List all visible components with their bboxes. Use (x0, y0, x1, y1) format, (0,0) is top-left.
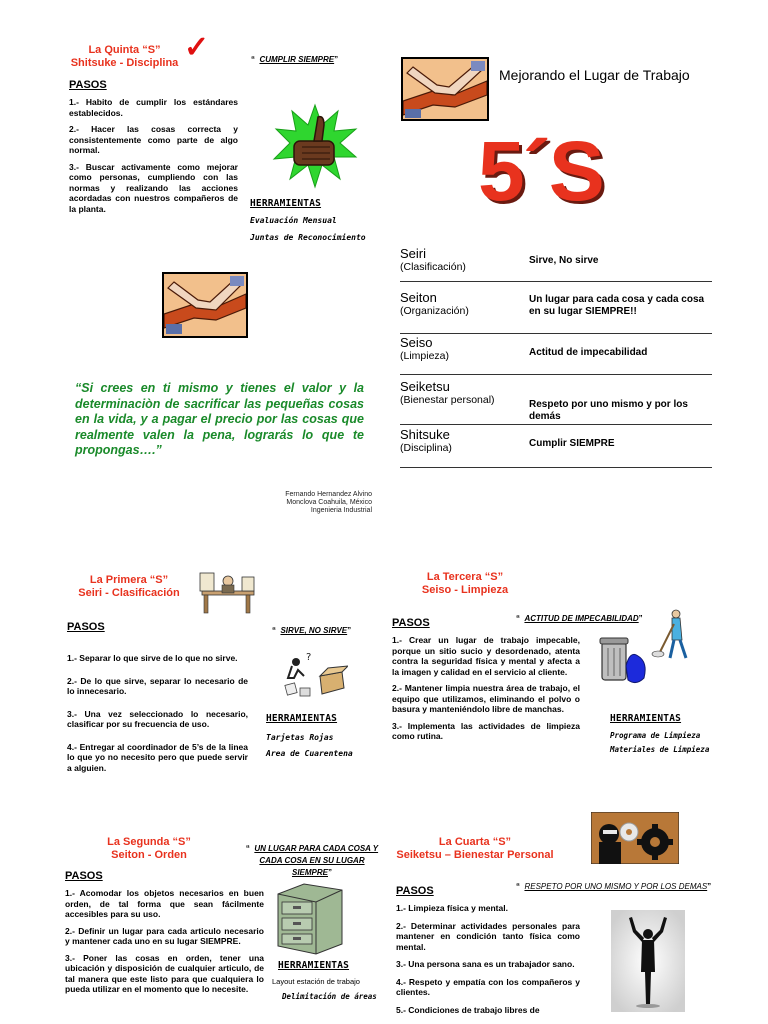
row-desc: Actitud de impecabilidad (529, 347, 648, 358)
row-desc: Cumplir SIEMPRE (529, 438, 615, 449)
cuarta-title-line2: Seiketsu – Bienestar Personal (396, 849, 554, 861)
desk-worker-icon (198, 571, 258, 615)
table-row (400, 379, 712, 425)
segunda-title (98, 836, 200, 862)
list-item: Juntas de Reconocimiento (250, 233, 366, 242)
row-name: Seiketsu (400, 379, 450, 394)
primera-quote (272, 620, 351, 638)
primera-steps (67, 653, 248, 779)
quinta-tools (250, 214, 380, 245)
list-item: 2.- Definir un lugar para cada articulo necesario y mantener cada uno en su lugar SIEMPRE. (65, 925, 264, 946)
thumbs-up-icon (272, 103, 358, 189)
list-item: 5.- Condiciones de trabajo libres de (396, 1004, 540, 1015)
quote-open: “ (272, 626, 276, 635)
tercera-herramientas-heading: HERRAMIENTAS (610, 713, 682, 724)
table-row (400, 427, 712, 468)
segunda-title-line2: Seiton - Orden (111, 849, 187, 861)
cuarta-pasos-heading: PASOS (396, 885, 434, 897)
segunda-steps (65, 888, 264, 1001)
author-location: Monclova Coahuila, México (286, 499, 372, 506)
tercera-title-line2: Seiso - Limpieza (421, 584, 509, 596)
svg-text:?: ? (306, 652, 312, 663)
handshake-image (162, 272, 248, 338)
list-item: 4.- Respeto y empatía con los compañeros y clientes. (396, 976, 580, 997)
cover-heading: Mejorando el Lugar de Trabajo (499, 67, 690, 83)
list-item: 1.- Crear un lugar de trabajo impecable, porque un sitio sucio y desordenado, atenta contra la seguridad física y mental y afecta a la imagen y calidad en el servicio al cliente. (392, 635, 580, 677)
cuarta-title-line1: La Cuarta “S” (438, 836, 512, 848)
table-row (400, 335, 712, 375)
quote-text: RESPETO POR UNO MISMO Y POR LOS DEMAS (524, 882, 708, 891)
filing-cabinet-icon (276, 880, 344, 956)
table-row (400, 246, 712, 282)
person-arms-raised-image (611, 910, 685, 1012)
quote-close: ” (328, 868, 332, 877)
author-name: Fernando Hernandez Alvino (285, 491, 372, 498)
list-item: 3.- Una persona sana es un trabajador sano. (396, 959, 575, 969)
tercera-pasos-heading: PASOS (392, 617, 430, 629)
author-credit (230, 491, 372, 515)
table-row (400, 290, 712, 334)
quote-open: “ (251, 55, 255, 64)
quinta-title-line2: Shitsuke - Disciplina (70, 57, 179, 69)
list-item: Programa de Limpieza (610, 731, 701, 740)
quote-open: “ (516, 614, 520, 623)
primera-title-line2: Seiri - Clasificación (78, 587, 180, 599)
list-item: Area de Cuarentena (266, 749, 353, 758)
quote-text: CUMPLIR SIEMPRE (259, 55, 335, 64)
cover-big-title: 5´S (478, 124, 603, 218)
quinta-herramientas-heading: HERRAMIENTAS (250, 198, 322, 209)
row-sub: (Organización) (400, 305, 469, 317)
row-desc: Sirve, No sirve (529, 255, 599, 266)
list-item: 2.- Hacer las cosas correcta y consistentemente como parte de algo normal. (69, 124, 238, 155)
list-item: 2.- De lo que sirve, separar lo necesario de lo innecesario. (67, 675, 248, 696)
list-item: Evaluación Mensual (250, 216, 337, 225)
quinta-steps (69, 97, 238, 220)
quote-close: ” (638, 614, 643, 623)
row-sub: (Bienestar personal) (400, 394, 495, 406)
row-name: Shitsuke (400, 427, 450, 442)
list-item: 3.- Una vez seleccionado lo necesario, clasificar por su frecuencia de uso. (67, 708, 248, 729)
list-item: 2.- Determinar actividades personales para mantener en condición tanto física como mental. (396, 920, 580, 952)
quote-text: SIRVE, NO SIRVE (280, 626, 348, 635)
row-sub: (Clasificación) (400, 261, 466, 273)
primera-title-line1: La Primera “S” (89, 574, 169, 586)
row-name: Seiso (400, 335, 433, 350)
quinta-title-line1: La Quinta “S” (88, 44, 161, 56)
cleaning-icon (596, 606, 698, 688)
list-item: Tarjetas Rojas (266, 733, 334, 742)
segunda-herramientas-heading: HERRAMIENTAS (278, 960, 350, 971)
primera-herramientas-heading: HERRAMIENTAS (266, 713, 338, 724)
primera-tools (266, 730, 376, 762)
list-item: 1.- Separar lo que sirve de lo que no sirve. (67, 653, 238, 663)
tercera-title (415, 571, 515, 597)
list-item: 1.- Acomodar los objetos necesarios en buen orden, de tal forma que sean fácilmente accesibles para su uso. (65, 888, 264, 919)
row-sub: (Limpieza) (400, 350, 450, 362)
row-name: Seiton (400, 290, 437, 305)
primera-pasos-heading: PASOS (67, 621, 105, 633)
list-item: 2.- Mantener limpia nuestra área de trabajo, el equipo que utilizamos, eliminando el polvo o basura y manteniéndolo libre de manchas. (392, 683, 580, 714)
primera-title (70, 574, 188, 600)
quinta-title (62, 44, 187, 70)
segunda-title-line1: La Segunda “S” (107, 836, 191, 848)
tercera-steps (392, 635, 580, 748)
author-program: Ingenieria Industrial (310, 507, 372, 514)
segunda-tool-layout: Layout estación de trabajo (272, 977, 360, 986)
quote-close: ” (334, 55, 339, 64)
list-item: 3.- Buscar activamente como mejorar como personas, cumpliendo con las normas y realizando las acciones acordadas con nuestros compañeros de la planta. (69, 161, 238, 214)
list-item: 4.- Entregar al coordinador de 5’s de la linea lo que yo no necesito pero que puede servir a alguien. (67, 741, 248, 773)
cuarta-quote (516, 876, 711, 894)
tercera-title-line1: La Tercera “S” (426, 571, 504, 583)
list-item: 3.- Poner las cosas en orden, tener una ubicación y disposición de cualquier articulo, de tal manera que este listo para que cualquiera lo pueda utilizar en el momento que lo necesite. (65, 952, 264, 994)
segunda-tool-delimitacion: Delimitación de áreas (282, 992, 377, 1001)
quote-text: UN LUGAR PARA CADA COSA Y CADA COSA EN SU LUGAR SIEMPRE (254, 844, 379, 877)
quinta-pasos-heading: PASOS (69, 79, 107, 91)
row-desc: Respeto por uno mismo y por los demás (529, 399, 688, 422)
row-sub: (Disciplina) (400, 442, 452, 454)
segunda-quote (242, 842, 382, 878)
quote-close: ” (707, 882, 712, 891)
checkmark-icon: ✓ (184, 31, 210, 64)
quinta-quote (251, 49, 338, 67)
handshake-cover-image (401, 57, 489, 121)
list-item: 3.- Implementa las actividades de limpieza como rutina. (392, 720, 580, 741)
row-desc: Un lugar para cada cosa y cada cosa en su lugar SIEMPRE!! (529, 294, 705, 317)
quote-text: ACTITUD DE IMPECABILIDAD (524, 614, 639, 623)
list-item: 1.- Limpieza física y mental. (396, 903, 508, 913)
tercera-tools (610, 729, 720, 757)
segunda-pasos-heading: PASOS (65, 870, 103, 882)
gears-head-icon (591, 812, 679, 864)
quote-open: “ (245, 844, 250, 853)
quote-open: “ (516, 882, 520, 891)
list-item: 1.- Habito de cumplir los estándares establecidos. (69, 97, 238, 118)
quote-close: ” (347, 626, 352, 635)
sorting-box-icon (282, 648, 348, 700)
row-name: Seiri (400, 246, 427, 261)
list-item: Materiales de Limpieza (610, 745, 710, 754)
cuarta-title (395, 836, 555, 862)
motivational-quote: “Si crees en ti mismo y tienes el valor y la determinaciòn de sacrificar las pequeñas cosas en la vida, y a pagar el precio por las cosas que realmente valen la pena, lograrás lo que te propongas….” (75, 381, 364, 457)
cuarta-steps (396, 903, 580, 1021)
